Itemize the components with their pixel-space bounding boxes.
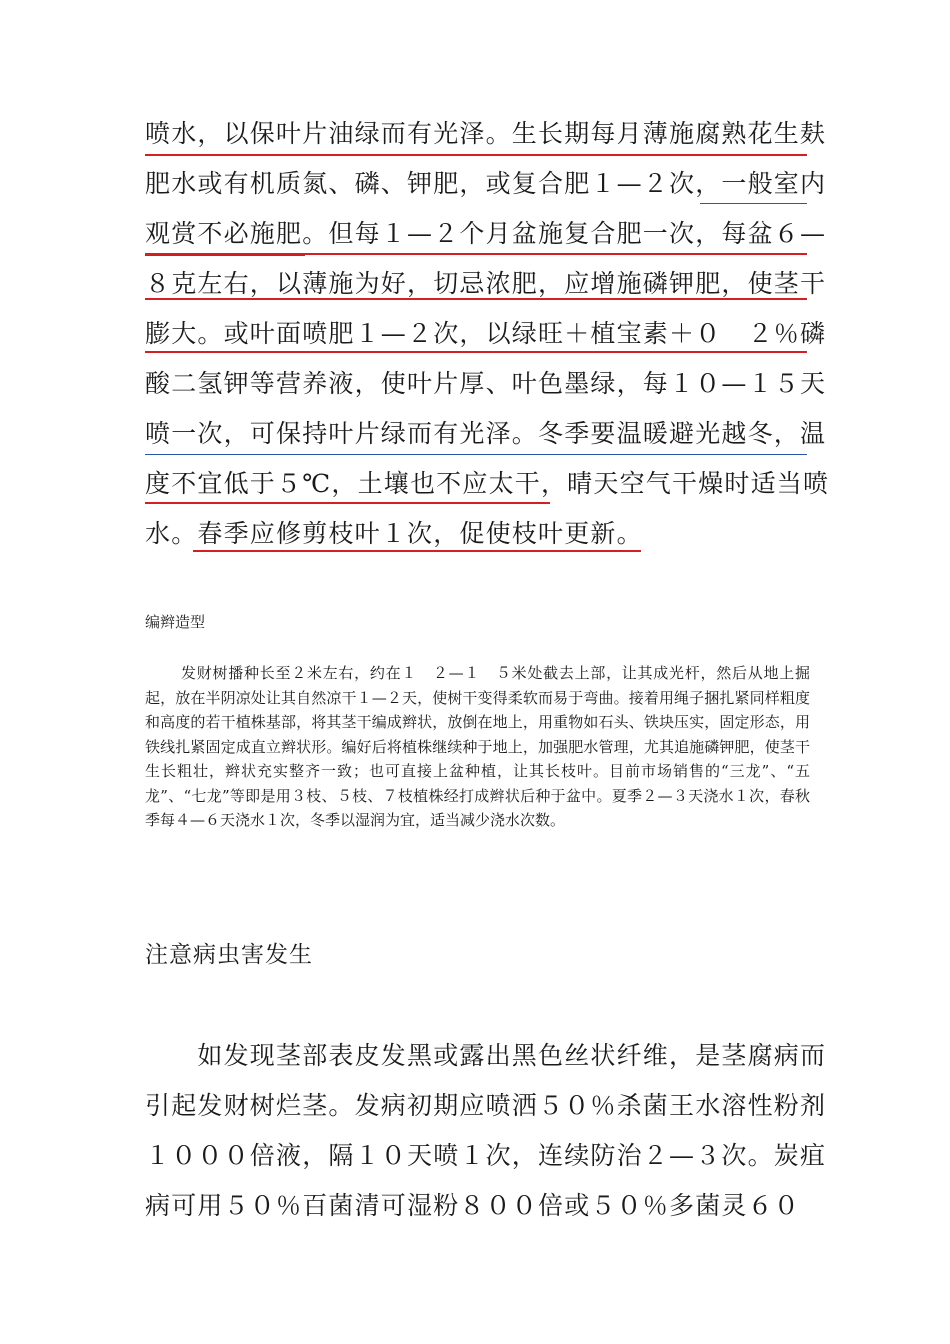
red-underline — [145, 154, 807, 156]
section-title-braid: 编辫造型 — [145, 613, 206, 631]
paragraph-line: 酸二氢钾等营养液，使叶片厚、叶色墨绿，每１０—１５天 — [145, 369, 827, 398]
paragraph-line: 水。春季应修剪枝叶１次，促使枝叶更新。 — [145, 519, 643, 548]
blue-underline — [700, 203, 807, 204]
paragraph-line: 病可用５０％百菌清可湿粉８００倍或５０％多菌灵６０ — [145, 1191, 801, 1220]
paragraph-line: 观赏不必施肥。但每１—２个月盆施复合肥一次，每盆６— — [145, 219, 827, 248]
red-underline — [145, 298, 807, 300]
paragraph-line: 喷水，以保叶片油绿而有光泽。生长期每月薄施腐熟花生麸 — [145, 119, 827, 148]
paragraph-line: １０００倍液，隔１０天喷１次，连续防治２—３次。炭疽 — [145, 1141, 827, 1170]
red-underline — [145, 502, 550, 504]
red-underline — [193, 550, 641, 552]
section-heading-pest: 注意病虫害发生 — [145, 942, 313, 968]
paragraph-line: 引起发财树烂茎。发病初期应喷洒５０％杀菌王水溶性粉剂 — [145, 1091, 827, 1120]
paragraph-line: 如发现茎部表皮发黑或露出黑色丝状纤维，是茎腐病而 — [145, 1041, 827, 1070]
paragraph-line: 肥水或有机质氮、磷、钾肥，或复合肥１—２次，一般室内 — [145, 169, 827, 198]
paragraph-line: 喷一次，可保持叶片绿而有光泽。冬季要温暖避光越冬，温 — [145, 419, 827, 448]
paragraph-line: 度不宜低于５℃，土壤也不应太干，晴天空气干燥时适当喷 — [145, 469, 830, 498]
blue-underline — [145, 454, 807, 455]
red-underline — [145, 351, 807, 353]
blue-underline — [145, 255, 305, 256]
paragraph-line: ８克左右，以薄施为好，切忌浓肥，应增施磷钾肥，使茎干 — [145, 269, 827, 298]
braid-paragraph: 发财树播种长至２米左右，约在１ ２—１ ５米处截去上部，让其成光杆，然后从地上掘起，放在半阴凉处让其自然凉干１—２天，使树干变得柔软而易于弯曲。接着用绳子捆扎紧同样粗度和高度的若干植株基部，将其茎干编成辫状，放倒在地上，用重物如石头、铁块压实，固定形态，用铁线扎紧固定成直立辫状形。编好后将植株继续种于地上，加强肥水管理，尤其追施磷钾肥，使茎干生长粗壮，辫状充实整齐一致；也可直接上盆种植，让其长枝叶。目前市场销售的“三龙”、“五龙”、“七龙”等即是用３枝、５枝、７枝植株经打成辫状后种于盆中。夏季２—３天浇水１次，春秋季每４—６天浇水１次，冬季以湿润为宜，适当减少浇水次数。 — [145, 664, 810, 829]
paragraph-line: 膨大。或叶面喷肥１—２次，以绿旺＋植宝素＋０ ２％磷 — [145, 319, 827, 348]
